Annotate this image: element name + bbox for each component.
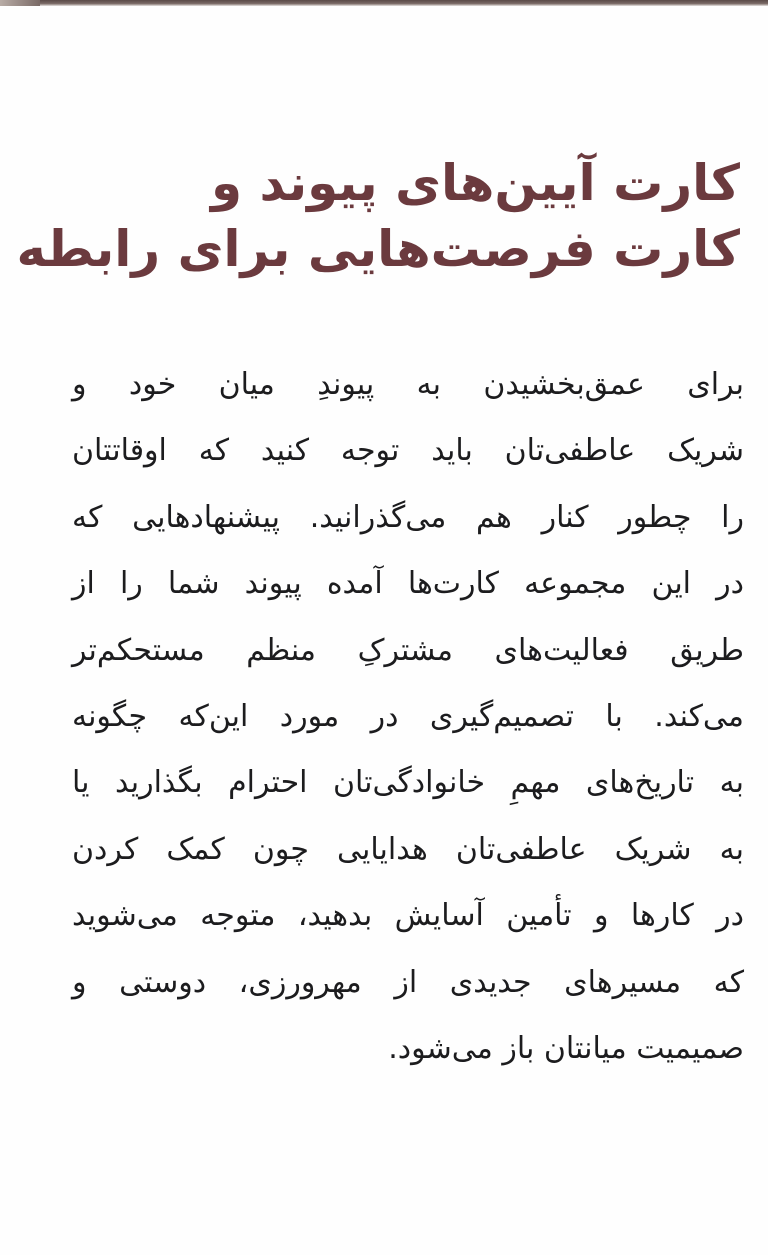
body-line-10: که مسیرهای جدیدی از مهرورزی، دوستی و <box>72 964 744 1000</box>
body-line-11: صمیمیت میانتان باز می‌شود. <box>388 1030 744 1066</box>
body-line-6: می‌کند. با تصمیم‌گیری در مورد این‌که چگونه <box>72 698 744 734</box>
body-paragraph <box>72 352 744 1082</box>
body-line-8: به شریک عاطفی‌تان هدایایی چون کمک کردن <box>72 831 744 867</box>
page-title <box>16 150 740 282</box>
body-line-5: طریق فعالیت‌های مشترکِ منظم مستحکم‌تر <box>72 632 744 668</box>
title-line-2: کارت فرصت‌هایی برای رابطه <box>16 220 740 278</box>
body-line-7: به تاریخ‌های مهمِ خانوادگی‌تان احترام بگذارید یا <box>72 765 744 801</box>
body-line-3: را چطور کنار هم می‌گذرانید. پیشنهادهایی که <box>72 499 744 535</box>
body-line-1: برای عمق‌بخشیدن به پیوندِ میان خود و <box>72 367 744 402</box>
body-line-2: شریک عاطفی‌تان باید توجه کنید که اوقاتتان <box>72 433 744 469</box>
printed-page <box>0 6 768 1255</box>
title-line-1: کارت آیین‌های پیوند و <box>211 154 740 212</box>
body-line-9: در کارها و تأمین آسایش بدهید، متوجه می‌شوید <box>72 898 744 934</box>
body-line-4: در این مجموعه کارت‌ها آمده پیوند شما را از <box>72 566 744 602</box>
